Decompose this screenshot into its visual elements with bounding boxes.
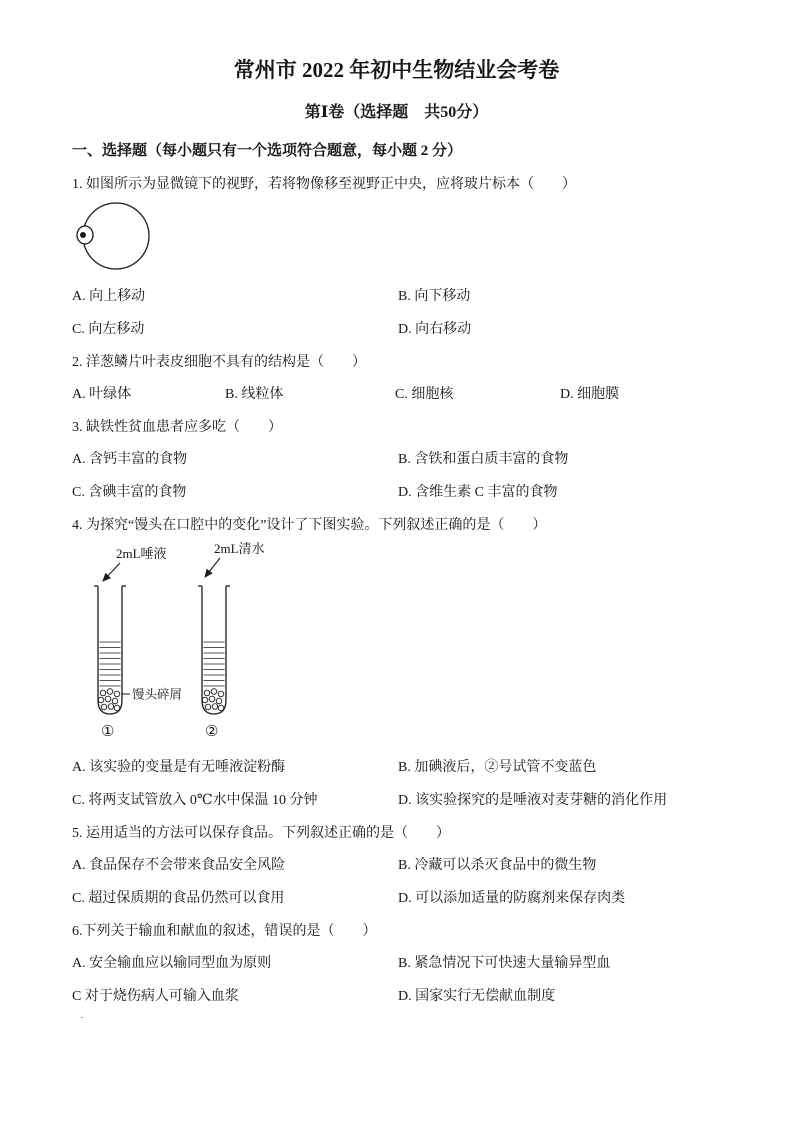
tube1-content-label: 2mL唾液 — [116, 546, 167, 561]
paper-title: 常州市 2022 年初中生物结业会考卷 — [233, 58, 560, 82]
question-4-option-c: C. 将两支试管放入 0℃水中保温 10 分钟 — [72, 793, 318, 808]
tube2-label-arrow — [205, 558, 220, 577]
question-1-text: 1. 如图所示为显微镜下的视野，若将物像移至视野正中央，应将玻片标本（ ） — [72, 177, 576, 192]
question-2-option-a: A. 叶绿体 — [72, 387, 132, 402]
question-3-option-b: B. 含铁和蛋白质丰富的食物 — [398, 452, 569, 467]
question-2-text: 2. 洋葱鳞片叶表皮细胞不具有的结构是（ ） — [72, 355, 366, 370]
question-6-text: 6.下列关于输血和献血的叙述，错误的是（ ） — [72, 924, 377, 939]
crumbs-label: 馒头碎屑 — [132, 687, 183, 702]
question-1-options — [72, 288, 721, 338]
tube1-label-arrow — [103, 563, 120, 581]
test-tube-1 — [94, 586, 126, 714]
tube1-number-label: ① — [101, 724, 115, 740]
test-tubes-drawing — [84, 542, 334, 744]
question-2-option-d: D. 细胞膜 — [560, 387, 620, 402]
tube2-liquid-hatch — [204, 642, 225, 686]
question-6-option-a: A. 安全输血应以输同型血为原则 — [72, 956, 272, 971]
question-4-option-b: B. 加碘液后，②号试管不变蓝色 — [398, 760, 597, 775]
question-3-option-d: D. 含维生素 C 丰富的食物 — [398, 485, 558, 500]
tube1-bun-crumbs — [98, 689, 120, 711]
question-5-option-d: D. 可以添加适量的防腐剂来保存肉类 — [398, 891, 626, 906]
question-3-option-c: C. 含碘丰富的食物 — [72, 485, 187, 500]
question-2-option-b: B. 线粒体 — [225, 387, 284, 402]
section-1-heading: 一、选择题（每小题只有一个选项符合题意，每小题 2 分） — [72, 143, 463, 159]
question-5-option-b: B. 冷藏可以杀灭食品中的微生物 — [398, 858, 597, 873]
microscope-field-drawing — [74, 199, 166, 273]
question-1-option-a: A. 向上移动 — [72, 289, 146, 304]
question-4-text: 4. 为探究“馒头在口腔中的变化”设计了下图实验。下列叙述正确的是（ ） — [72, 518, 547, 533]
question-4-option-d: D. 该实验探究的是唾液对麦芽糖的消化作用 — [398, 793, 668, 808]
stray-scan-mark: · — [80, 1012, 84, 1024]
part-1-heading: 第Ⅰ卷（选择题 共50分） — [304, 104, 489, 121]
tube1-liquid-hatch — [100, 642, 121, 686]
tube2-number-label: ② — [205, 724, 219, 740]
tube2-content-label: 2mL清水 — [214, 542, 265, 556]
question-1-option-c: C. 向左移动 — [72, 322, 145, 337]
cell-nucleus-dot — [80, 232, 86, 238]
microscope-field-figure — [74, 199, 721, 273]
question-5-text: 5. 运用适当的方法可以保存食品。下列叙述正确的是（ ） — [72, 826, 450, 841]
question-6-option-d: D. 国家实行无偿献血制度 — [398, 989, 556, 1004]
question-6-option-c: C 对于烧伤病人可输入血浆 — [72, 989, 239, 1004]
question-5-option-c: C. 超过保质期的食品仍然可以食用 — [72, 891, 285, 906]
question-1-option-b: B. 向下移动 — [398, 289, 471, 304]
test-tube-2 — [198, 586, 230, 714]
question-5-option-a: A. 食品保存不会带来食品安全风险 — [72, 858, 286, 873]
question-4-options — [72, 759, 721, 809]
tube2-bun-crumbs — [202, 689, 224, 711]
question-4-option-a: A. 该实验的变量是有无唾液淀粉酶 — [72, 760, 286, 775]
question-1-option-d: D. 向右移动 — [398, 322, 472, 337]
question-3-options — [72, 451, 721, 501]
question-2-options — [72, 386, 721, 403]
saliva-experiment-figure — [84, 542, 721, 744]
question-3-text: 3. 缺铁性贫血患者应多吃（ ） — [72, 420, 282, 435]
question-5-options — [72, 857, 721, 907]
question-2-option-c: C. 细胞核 — [395, 387, 454, 402]
question-6-option-b: B. 紧急情况下可快速大量输异型血 — [398, 956, 611, 971]
question-6-options — [72, 955, 721, 1005]
question-3-option-a: A. 含钙丰富的食物 — [72, 452, 188, 467]
